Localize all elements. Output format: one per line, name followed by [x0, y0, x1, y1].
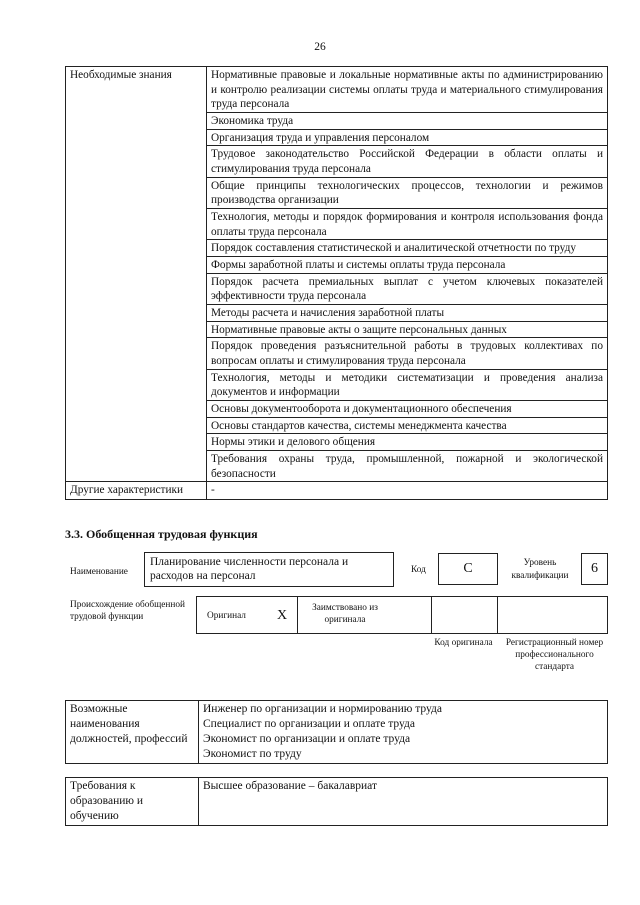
positions-table [65, 700, 608, 764]
code-value: C [463, 560, 473, 576]
code-original-caption: Код оригинала [434, 638, 493, 648]
reg-number-caption: Регистрационный номер профессионального стандарта [505, 638, 604, 673]
knowledge-table [65, 66, 608, 500]
positions-row [66, 701, 608, 764]
original-label: Оригинал [207, 611, 246, 621]
knowledge-row [66, 67, 608, 113]
knowledge-item: Нормы этики и делового общения [207, 434, 608, 451]
position-item: Специалист по организации и оплате труда [203, 717, 415, 730]
positions-values [199, 701, 608, 764]
education-table [65, 777, 608, 826]
origin-divider-2 [431, 597, 432, 633]
knowledge-item: Трудовое законодательство Российской Федерации в области оплаты и стимулирования труда персонала [207, 146, 608, 177]
knowledge-item: Порядок составления статистической и аналитической отчетности по труду [207, 240, 608, 257]
original-mark: X [277, 608, 288, 623]
section-heading: 3.3. Обобщенная трудовая функция [65, 527, 258, 541]
function-name-box [144, 552, 394, 587]
borrowed-label: Заимствовано из оригинала [312, 603, 378, 626]
knowledge-item: Технология, методы и порядок формирования и контроля использования фонда оплаты труда персонала [207, 209, 608, 240]
knowledge-item: Основы стандартов качества, системы менеджмента качества [207, 417, 608, 434]
origin-divider-1 [297, 597, 298, 633]
education-label: Требования к образованию и обучению [66, 778, 199, 826]
knowledge-item: Технология, методы и методики систематизации и проведения анализа документов и информации [207, 369, 608, 400]
education-row [66, 778, 608, 826]
origin-box [196, 596, 608, 634]
origin-divider-3 [497, 597, 498, 633]
knowledge-item: Основы документооборота и документационного обеспечения [207, 401, 608, 418]
knowledge-item: Порядок расчета премиальных выплат с учетом ключевых показателей эффективности труда персонала [207, 273, 608, 304]
position-item: Экономист по труду [203, 747, 302, 760]
positions-label: Возможные наименования должностей, профессий [66, 701, 199, 764]
origin-label: Происхождение обобщенной трудовой функции [70, 600, 185, 622]
function-name-value: Планирование численности персонала и расходов на персонал [150, 556, 349, 583]
knowledge-item: Требования охраны труда, промышленной, пожарной и экологической безопасности [207, 451, 608, 482]
other-characteristics-row [66, 482, 608, 500]
other-characteristics-label: Другие характеристики [66, 482, 207, 500]
knowledge-item: Общие принципы технологических процессов, технологии и режимов производства организации [207, 177, 608, 208]
code-label: Код [411, 565, 426, 575]
knowledge-item: Экономика труда [207, 113, 608, 130]
knowledge-item: Порядок проведения разъяснительной работы в трудовых коллективах по вопросам оплаты и стимулирования труда персонала [207, 338, 608, 369]
knowledge-item: Методы расчета и начисления заработной платы [207, 305, 608, 322]
knowledge-item: Нормативные правовые и локальные нормативные акты по администрированию и контролю реализации системы оплаты труда и материального стимулирования труда персонала [207, 67, 608, 113]
page-number: 26 [314, 41, 326, 53]
position-item: Экономист по организации и оплате труда [203, 732, 411, 745]
level-label: Уровень квалификации [511, 558, 569, 581]
knowledge-item: Нормативные правовые акты о защите персональных данных [207, 321, 608, 338]
name-label: Наименование [70, 567, 128, 577]
code-box [438, 553, 498, 585]
education-value: Высшее образование – бакалавриат [199, 778, 608, 826]
other-characteristics-value: - [207, 482, 608, 500]
position-item: Инженер по организации и нормированию труда [203, 703, 442, 715]
level-box [581, 553, 608, 585]
knowledge-label: Необходимые знания [66, 67, 207, 482]
level-value: 6 [591, 560, 598, 576]
knowledge-item: Формы заработной платы и системы оплаты труда персонала [207, 257, 608, 274]
knowledge-item: Организация труда и управления персоналом [207, 129, 608, 146]
